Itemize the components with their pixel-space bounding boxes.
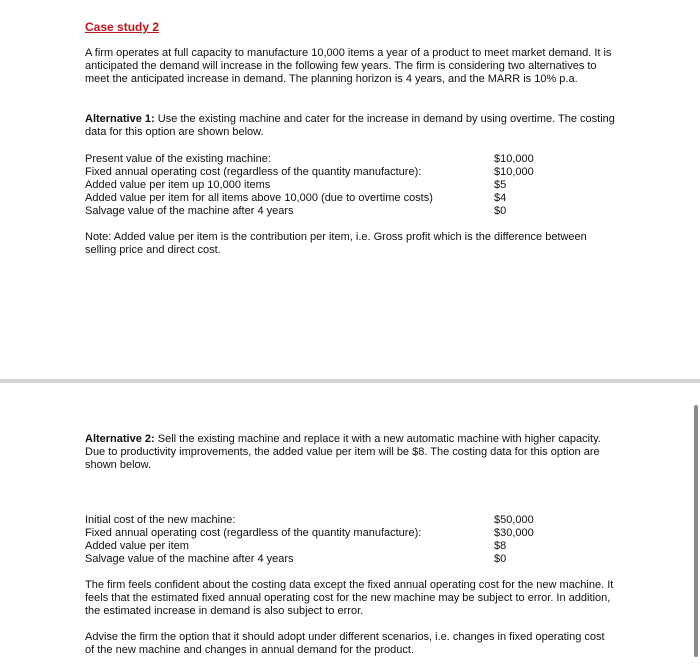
cost-value: $0: [494, 205, 507, 217]
cost-value: $8: [494, 540, 507, 552]
cost-label: Salvage value of the machine after 4 years: [85, 205, 294, 217]
alternative-2-heading: Alternative 2:: [85, 433, 155, 445]
cost-label: Added value per item for all items above 10,000 (due to overtime costs): [85, 192, 433, 204]
cost-label: Present value of the existing machine:: [85, 153, 271, 165]
vertical-scrollbar[interactable]: [694, 405, 698, 657]
cost-value: $5: [494, 179, 507, 191]
alternative-1-text: Use the existing machine and cater for the increase in demand by using overtime. The costing data for this option are shown below.: [85, 113, 615, 138]
cost-value: $0: [494, 553, 507, 565]
cost-label: Added value per item: [85, 540, 189, 552]
alternative-1-paragraph: [85, 113, 615, 139]
alternative-2-paragraph: [85, 433, 615, 472]
cost-label: Fixed annual operating cost (regardless of the quantity manufacture):: [85, 166, 422, 178]
cost-value: $10,000: [494, 153, 534, 165]
cost-label: Initial cost of the new machine:: [85, 514, 236, 526]
cost-value: $50,000: [494, 514, 534, 526]
cost-label: Fixed annual operating cost (regardless of the quantity manufacture):: [85, 527, 422, 539]
cost-label: Salvage value of the machine after 4 years: [85, 553, 294, 565]
advise-paragraph: Advise the firm the option that it should adopt under different scenarios, i.e. changes in fixed operating cost of the new machine and changes in annual demand for the product.: [85, 631, 605, 656]
cost-label: Added value per item up 10,000 items: [85, 179, 271, 191]
note-paragraph: Note: Added value per item is the contribution per item, i.e. Gross profit which is the difference between selling price and direct cost.: [85, 231, 587, 256]
alternative-2-text: Sell the existing machine and replace it with a new automatic machine with higher capacity. Due to productivity improvements, the added value per item will be $8. The costing data for this option are shown below.: [85, 433, 601, 471]
cost-value: $30,000: [494, 527, 534, 539]
cost-value: $4: [494, 192, 507, 204]
case-study-title: Case study 2: [85, 20, 160, 34]
intro-paragraph: A firm operates at full capacity to manufacture 10,000 items a year of a product to meet market demand. It is anticipated the demand will increase in the following few years. The firm is considering two alternatives to meet the anticipated increase in demand. The planning horizon is 4 years, and the MARR is 10% p.a.: [85, 47, 612, 85]
cost-value: $10,000: [494, 166, 534, 178]
confidence-paragraph: The firm feels confident about the costing data except the fixed annual operating cost for the new machine. It feels that the estimated fixed annual operating cost for the new machine may be subject to error. In addition, the estimated increase in demand is also subject to error.: [85, 579, 614, 617]
alternative-1-heading: Alternative 1:: [85, 113, 155, 125]
